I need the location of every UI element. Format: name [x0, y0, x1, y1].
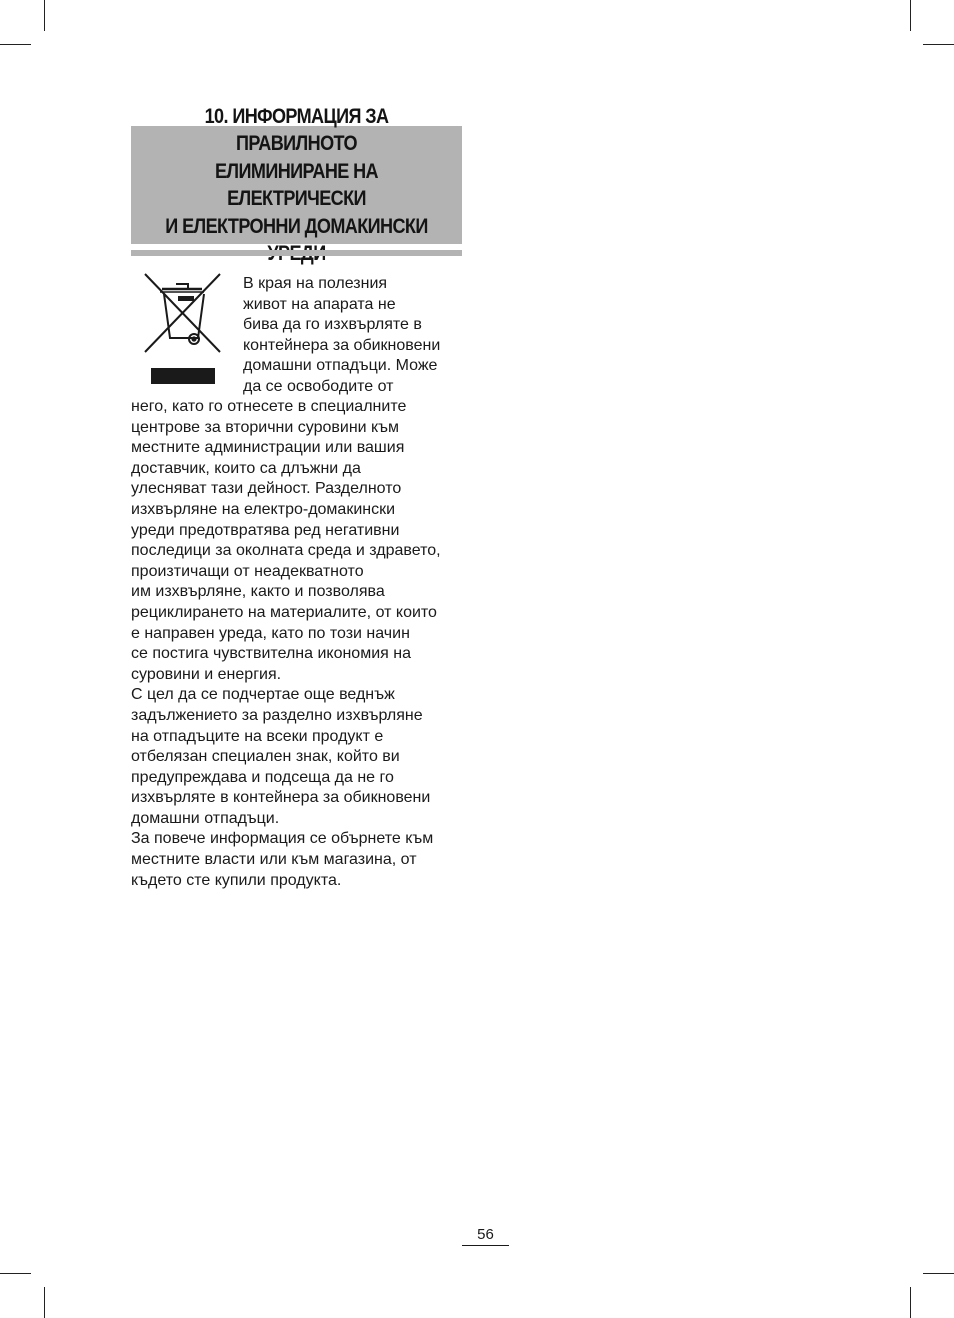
body-line: центрове за вторични суровини към	[131, 418, 400, 436]
section-heading-box	[131, 104, 462, 244]
intro-paragraph	[243, 274, 463, 398]
body-paragraph	[131, 397, 471, 891]
body-line: местните администрации или вашия	[131, 439, 405, 457]
body-line: е направен уреда, като по този начин	[131, 624, 410, 642]
body-line: доставчик, които са длъжни да	[131, 459, 361, 477]
body-line: улесняват тази дейност. Разделното	[131, 480, 402, 498]
crop-mark-top-left-vertical	[44, 0, 45, 31]
body-line: него, като го отнесете в специалните	[131, 398, 407, 415]
body-line: рециклирането на материалите, от които	[131, 603, 437, 621]
body-line: изхвърляне на електро-домакински	[131, 500, 396, 518]
body-line: на отпадъците на всеки продукт е	[131, 727, 384, 745]
body-line: С цел да се подчертае още веднъж	[131, 686, 395, 704]
body-line: изхвърляте в контейнера за обикновени	[131, 789, 431, 807]
body-line: се постига чувствителна икономия на	[131, 645, 411, 663]
crossed-out-wheelie-bin-icon	[140, 270, 226, 388]
body-line: местните власти или към магазина, от	[131, 851, 417, 869]
intro-line: В края на полезния	[243, 275, 388, 292]
intro-line: домашни отпадъци. Може	[243, 357, 438, 375]
body-line: предупреждава и подсеща да не го	[131, 768, 394, 786]
intro-line: да се освободите от	[243, 377, 394, 395]
body-line: суровини и енергия.	[131, 665, 282, 683]
crop-mark-top-left-horizontal	[0, 44, 31, 45]
heading-divider	[131, 250, 462, 256]
body-line: произтичащи от неадекватното	[131, 562, 364, 580]
page-number: 56	[477, 1226, 494, 1243]
intro-line: живот на апарата не	[243, 295, 396, 313]
body-line: За повече информация се обърнете към	[131, 830, 434, 848]
body-line: задължението за разделно изхвърляне	[131, 706, 423, 724]
crop-mark-bottom-right-vertical	[910, 1287, 911, 1318]
intro-line: бива да го изхвърляте в	[243, 316, 422, 334]
body-line: отбелязан специален знак, който ви	[131, 748, 400, 766]
page-number-underline	[462, 1245, 509, 1246]
section-heading: 10. ИНФОРМАЦИЯ ЗА ПРАВИЛНОТО ЕЛИМИНИРАНЕ НА ЕЛЕКТРИЧЕСКИ И ЕЛЕКТРОННИ ДОМАКИНСКИ	[165, 104, 428, 238]
body-line: им изхвърляне, както и позволява	[131, 583, 385, 601]
body-line: уреди предотвратява ред негативни	[131, 521, 400, 539]
intro-line: контейнера за обикновени	[243, 336, 441, 354]
body-line: домашни отпадъци.	[131, 809, 280, 827]
crop-mark-bottom-right-horizontal	[923, 1273, 954, 1274]
crop-mark-bottom-left-vertical	[44, 1287, 45, 1318]
crop-mark-bottom-left-horizontal	[0, 1273, 31, 1274]
crop-mark-top-right-horizontal	[923, 44, 954, 45]
body-line: последици за околната среда и здравето,	[131, 542, 441, 560]
crop-mark-top-right-vertical	[910, 0, 911, 31]
body-line: където сте купили продукта.	[131, 871, 342, 889]
